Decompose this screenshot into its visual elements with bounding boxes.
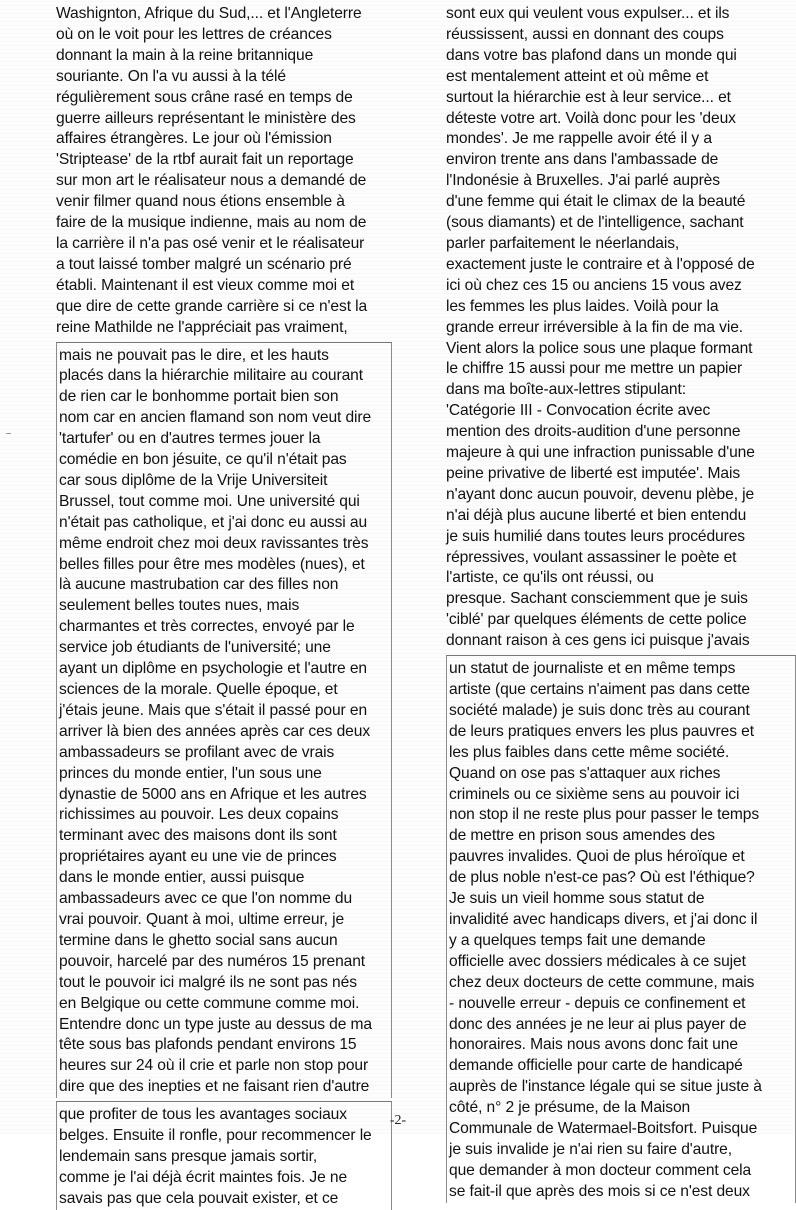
text-line: belles filles pour être mes modèles (nues), et — [59, 555, 365, 573]
text-line: non stop il ne reste plus pour passer le temps — [449, 806, 760, 824]
text-line: placés dans la hiérarchie militaire au courant — [59, 367, 363, 385]
text-line: service job étudiants de l'université; une — [59, 639, 331, 657]
text-line: répressives, voulant assassiner le poète et — [446, 548, 737, 566]
text-block-left — [56, 342, 392, 1099]
text-line: heures sur 24 où il crie et parle non stop pour — [59, 1057, 369, 1075]
text-line: charmantes et très correctes, envoyé par le — [59, 618, 355, 636]
text-line: (sous diamants) et de l'intelligence, sachant — [446, 214, 744, 232]
text-line: établi. Maintenant il est vieux comme moi et — [56, 276, 355, 294]
text-line: n'ai déjà plus aucune liberté et bien entendu — [446, 506, 747, 524]
text-line: ayant un diplôme en psychologie et l'autre en — [59, 660, 367, 678]
text-line: ici où chez ces 15 ou anciens 15 vous avez — [446, 276, 742, 294]
text-line: les femmes les plus laides. Voilà pour la — [446, 297, 719, 315]
text-line: a tout laissé tomber malgré un scénario pré — [56, 255, 352, 273]
text-line: faire de la musique indienne, mais au nom de — [56, 214, 367, 232]
text-line: de mettre en prison sous amendes des — [449, 827, 715, 845]
text-line: d'une femme qui était le climax de la beauté — [446, 193, 746, 211]
text-line: en Belgique ou cette commune comme moi. — [59, 994, 360, 1012]
text-line: est mentalement atteint et où même et — [446, 67, 709, 85]
text-line: de plus noble n'est-ce pas? Où est l'éthique? — [449, 869, 755, 887]
text-line: venir filmer quand nous étions ensemble à — [56, 193, 345, 211]
text-line: termine dans le ghetto social sans aucun — [59, 931, 338, 949]
text-line: officielle avec dossiers médicales à ce sujet — [449, 952, 746, 970]
text-line: l'artiste, ce qu'ils ont réussi, ou — [446, 569, 654, 587]
text-line: souriante. On l'a vu aussi à la télé — [56, 67, 286, 85]
text-line: se fait-il que après des mois si ce n'est deux — [449, 1182, 750, 1200]
text-line: ambassadeurs se profilant avec de vrais — [59, 743, 335, 761]
text-column-left — [56, 4, 392, 1210]
text-line: mais ne pouvait pas le dire, et les hauts — [59, 346, 329, 364]
text-line: que profiter de tous les avantages sociaux — [59, 1106, 347, 1124]
text-line: Quand on ose pas s'attaquer aux riches — [449, 764, 721, 782]
text-line: tout le pouvoir ici malgré ils ne sont pas nés — [59, 973, 357, 991]
text-line: majeure à qui une infraction punissable d'une — [446, 444, 755, 462]
text-line: n'ayant donc aucun pouvoir, devenu plèbe, je — [446, 485, 755, 503]
text-line: 'ciblé' par quelques éléments de cette police — [446, 611, 747, 629]
text-line: où on le voit pour les lettres de créances — [56, 25, 332, 43]
text-line: les plus faibles dans cette même société. — [449, 743, 730, 761]
text-line: - nouvelle erreur - depuis ce confinement et — [449, 994, 746, 1012]
text-line: mention des droits-audition d'une personne — [446, 423, 741, 441]
text-line: arriver là bien des années après car ces deux — [59, 722, 371, 740]
text-line: que demander à mon docteur comment cela — [449, 1161, 752, 1179]
text-line: reine Mathilde ne l'appréciait pas vraiment, — [56, 318, 348, 336]
text-line: société malade) je suis donc très au courant — [449, 701, 750, 719]
text-line: de rien car le bonhomme portait bien son — [59, 388, 339, 406]
text-line: Brussel, tout comme moi. Une université qui — [59, 492, 360, 510]
text-line: pouvoir, harcelé par des numéros 15 prenant — [59, 952, 366, 970]
text-line: y a quelques temps fait une demande — [449, 931, 706, 949]
text-line: pauvres invalides. Quoi de plus héroïque et — [449, 848, 745, 866]
page-number: -2- — [389, 1113, 407, 1128]
text-line: savais pas que cela pouvait exister, et ce — [59, 1189, 339, 1207]
text-line: dynastie de 5000 ans en Afrique et les autres — [59, 785, 367, 803]
text-line: Washignton, Afrique du Sud,... et l'Angleterre — [56, 5, 362, 22]
text-line: sciences de la morale. Quelle époque, et — [59, 681, 338, 698]
text-line: chez deux docteurs de cette commune, mais — [449, 973, 755, 991]
text-line: 'Striptease' de la rtbf aurait fait un reportage — [56, 151, 354, 169]
text-line: guerre ailleurs représentant le ministère des — [56, 109, 356, 127]
text-line: Entendre donc un type juste au dessus de ma — [59, 1015, 372, 1033]
text-line: lendemain sans presque jamais sortir, — [59, 1147, 318, 1165]
text-line: donc des années je ne leur ai plus payer de — [449, 1015, 747, 1033]
text-line: artiste (que certains n'aiment pas dans cette — [449, 681, 750, 698]
text-line: tête sous bas plafonds pendant environs 15 — [59, 1036, 357, 1054]
text-line: invalidité avec handicaps divers, et j'ai donc il — [449, 910, 758, 928]
text-line: dans votre bas plafond dans un monde qui — [446, 46, 737, 64]
text-line: car sous diplôme de la Vrije Universiteit — [59, 471, 328, 489]
text-line: la carrière il n'a pas osé venir et le réalisateur — [56, 234, 365, 252]
text-line: surtout la hiérarchie est à leur service... et — [446, 88, 731, 106]
text-line: mondes'. Je me rappelle avoir été il y a — [446, 130, 712, 148]
text-line: dire que des inepties et ne faisant rien d'autre — [59, 1078, 370, 1096]
text-line: je suis invalide je n'ai rien su faire d'autre, — [449, 1140, 732, 1158]
text-line: comédie en bon jésuite, ce qu'il n'était pas — [59, 451, 347, 469]
text-block-right — [446, 4, 796, 652]
text-line: l'Indonésie à Bruxelles. J'ai parlé auprès — [446, 172, 720, 190]
text-line: donnant raison à ces gens ici puisque j'avais — [446, 632, 750, 650]
text-line: comme je l'ai déjà écrit maintes fois. Je ne — [59, 1168, 348, 1186]
left-margin-mark — [6, 433, 11, 434]
text-line: côté, n° 2 je présume, de la Maison — [449, 1099, 691, 1117]
text-line: belges. Ensuite il ronfle, pour recommencer le — [59, 1127, 372, 1145]
text-line: criminels ou ce sixième sens au pouvoir ici — [449, 785, 740, 803]
text-line: un statut de journaliste et en même temps — [449, 660, 736, 678]
text-line: affaires étrangères. Le jour où l'émission — [56, 130, 332, 148]
text-line: princes du monde entier, l'un sous une — [59, 764, 322, 782]
text-line: dans le monde entier, aussi puisque — [59, 869, 305, 887]
text-line: réussissent, aussi en donnant des coups — [446, 25, 724, 43]
text-line: peine privative de liberté est imputée'. Mais — [446, 464, 741, 482]
text-line: n'était pas catholique, et j'ai donc eu aussi au — [59, 513, 368, 531]
text-line: nom car en ancien flamand son nom veut dire — [59, 409, 372, 427]
text-line: sur mon art le réalisateur nous a demandé de — [56, 172, 367, 190]
text-line: sont eux qui veulent vous expulser... et ils — [446, 5, 730, 22]
text-line: je suis humilié dans toutes leurs procédures — [446, 527, 745, 545]
text-line: terminant avec des maisons dont ils sont — [59, 827, 337, 845]
text-line: presque. Sachant consciemment que je suis — [446, 590, 748, 608]
text-line: exactement juste le contraire et à l'opposé de — [446, 255, 755, 273]
text-line: honoraires. Mais nous avons donc fait une — [449, 1036, 738, 1054]
text-line: vrai pouvoir. Quant à moi, ultime erreur, je — [59, 910, 345, 928]
text-line: déteste votre art. Voilà donc pour les 'deux — [446, 109, 736, 127]
text-line: grande erreur irréversible à la fin de ma vie. — [446, 318, 744, 336]
text-line: même endroit chez moi deux ravissantes très — [59, 534, 369, 552]
text-line: Communale de Watermael-Boitsfort. Puisque — [449, 1120, 758, 1138]
text-line: là aucune mastrubation car des filles non — [59, 576, 339, 594]
text-line: que dire de cette grande carrière si ce n'est la — [56, 297, 368, 315]
text-line: seulement belles toutes nues, mais — [59, 597, 300, 615]
text-line: dans ma boîte-aux-lettres stipulant: — [446, 381, 686, 399]
text-line: ambassadeurs avec ce que l'on nomme du — [59, 890, 353, 908]
text-line: parler parfaitement le néerlandais, — [446, 234, 680, 252]
text-line: environ trente ans dans l'ambassade de — [446, 151, 719, 169]
text-line: Je suis un vieil homme sous statut de — [449, 890, 705, 908]
text-line: Vient alors la police sous une plaque formant — [446, 339, 753, 357]
text-line: auprès de l'instance légale qui se situe juste à — [449, 1078, 762, 1096]
text-line: donnant la main à la reine britannique — [56, 46, 314, 64]
text-line: régulièrement sous crâne rasé en temps de — [56, 88, 353, 106]
text-line: 'Catégorie III - Convocation écrite avec — [446, 402, 711, 420]
text-block-left — [56, 4, 392, 339]
text-line: 'tartufer' ou en d'autres termes jouer la — [59, 430, 321, 448]
text-line: richissimes au pouvoir. Les deux copains — [59, 806, 339, 824]
text-column-right — [446, 4, 796, 1203]
text-line: j'étais jeune. Mais que s'était il passé pour en — [59, 701, 368, 719]
text-line: le chiffre 15 aussi pour me mettre un papier — [446, 360, 743, 378]
text-line: demande officielle pour carte de handicapé — [449, 1057, 743, 1075]
text-line: de leurs pratiques envers les plus pauvres et — [449, 722, 754, 740]
text-line: propriétaires ayant eu une vie de princes — [59, 848, 337, 866]
